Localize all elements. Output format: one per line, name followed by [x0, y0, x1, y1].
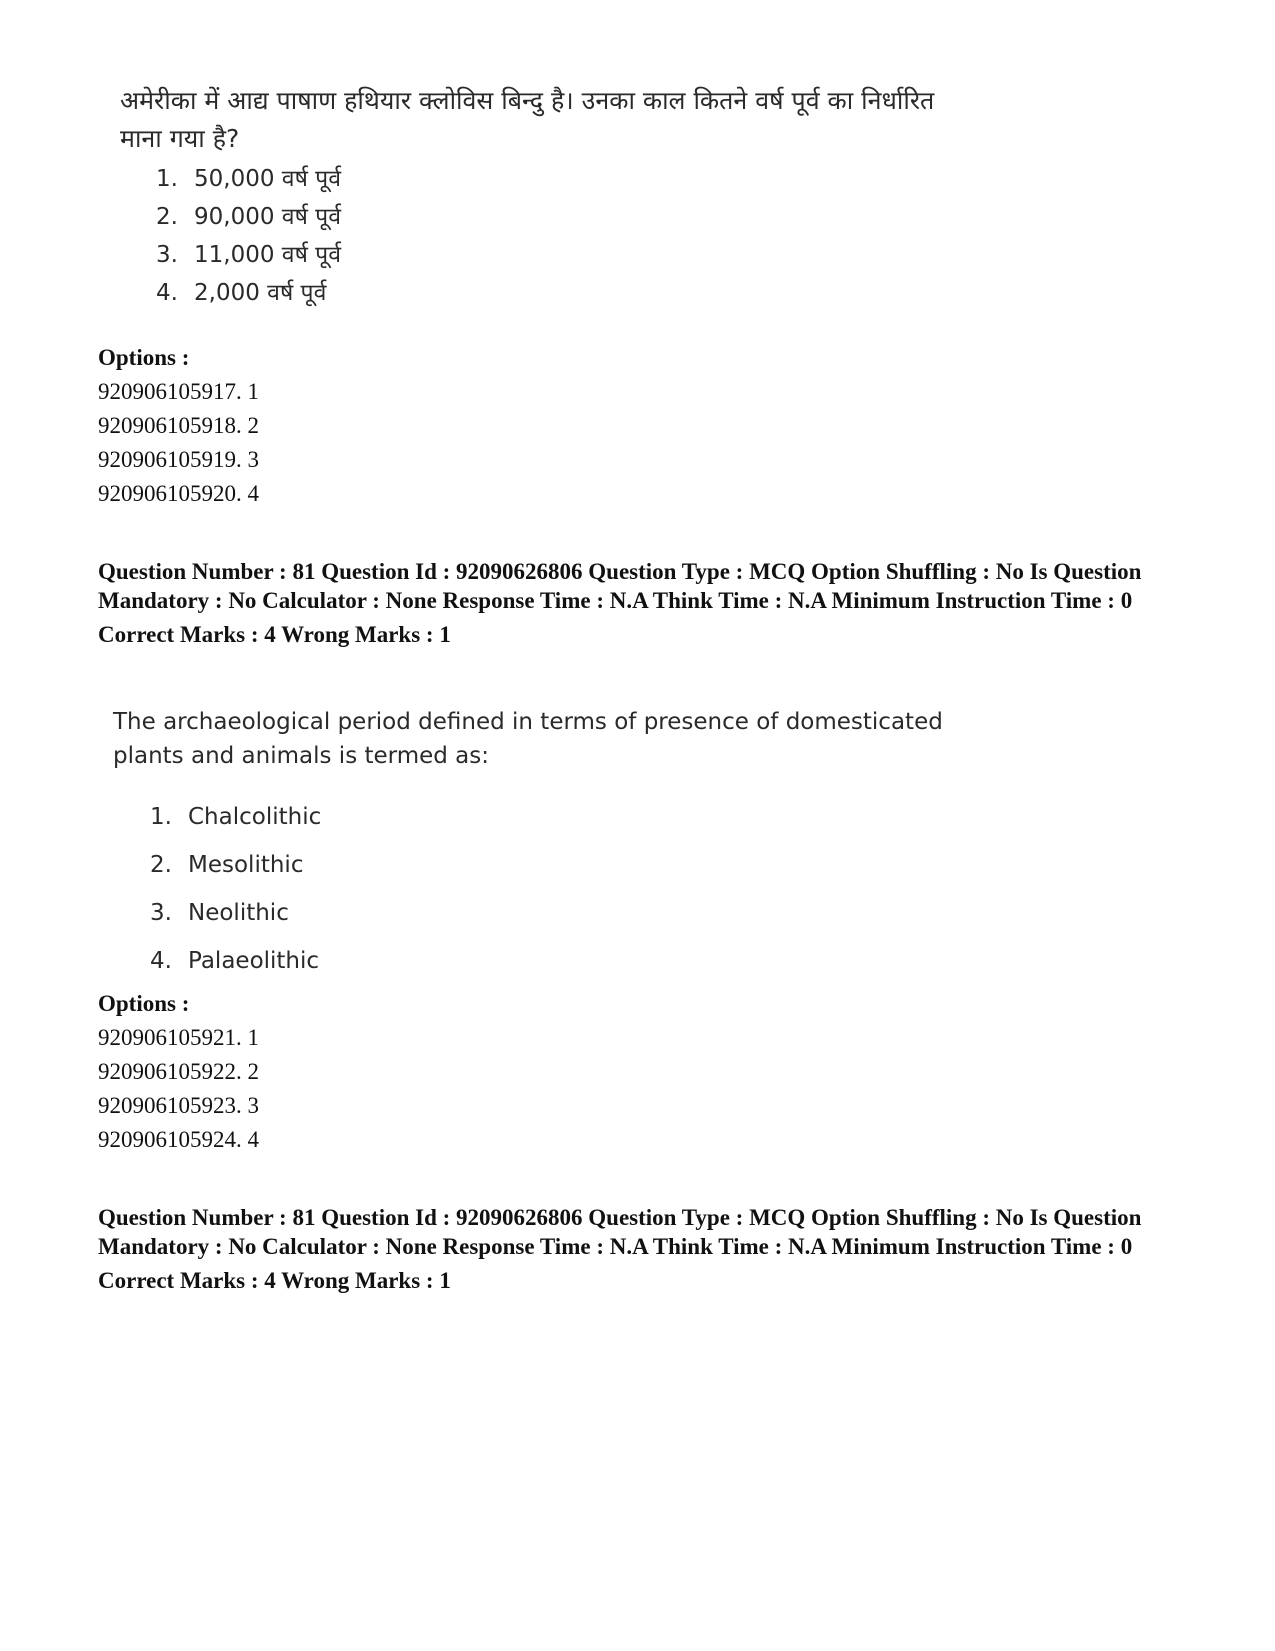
choice-number: 1.: [150, 804, 172, 830]
choice-text: 2,000 वर्ष पूर्व: [194, 280, 327, 306]
choice-number: 1.: [156, 166, 178, 192]
question-1-choice-1: [156, 160, 940, 198]
option-id: 920906105921. 1: [98, 1025, 259, 1050]
option-id: 920906105923. 3: [98, 1093, 259, 1118]
question-3-metadata: [98, 1203, 1178, 1295]
marks-text: Correct Marks : 4 Wrong Marks : 1: [98, 1268, 451, 1293]
question-1-choice-2: [156, 198, 940, 236]
choice-number: 4.: [150, 948, 172, 974]
question-2-choice-1: [150, 793, 993, 841]
choice-number: 4.: [156, 280, 178, 306]
question-1-image: [120, 82, 940, 312]
question-2-options: [98, 987, 1178, 1157]
question-2-choices: [150, 793, 993, 985]
question-1-choice-3: [156, 236, 940, 274]
choice-number: 3.: [150, 900, 172, 926]
question-1-options: [98, 341, 1178, 511]
choice-number: 3.: [156, 242, 178, 268]
choice-text: Chalcolithic: [188, 804, 322, 830]
option-id: 920906105922. 2: [98, 1059, 259, 1084]
question-2-choice-3: [150, 889, 993, 937]
choice-text: 50,000 वर्ष पूर्व: [194, 166, 342, 192]
question-meta-text: Question Number : 81 Question Id : 92090626806 Question Type : MCQ Option Shuffling : No Is Question Mandatory : No Calculator : None Response Time : N.A Think Time : N.A Minimum Instruction Time : 0: [98, 1205, 1142, 1259]
choice-text: Neolithic: [188, 900, 289, 926]
question-2-image: [113, 705, 993, 985]
options-heading: Options :: [98, 991, 190, 1016]
question-2-choice-4: [150, 937, 993, 985]
question-2-metadata: [98, 557, 1178, 649]
question-1-choice-4: [156, 274, 940, 312]
choice-number: 2.: [150, 852, 172, 878]
question-1-stem: अमेरीका में आद्य पाषाण हथियार क्लोविस बिन्दु है। उनका काल कितने वर्ष पूर्व का निर्धारित माना गया है?: [120, 86, 935, 153]
option-id: 920906105924. 4: [98, 1127, 259, 1152]
choice-text: 90,000 वर्ष पूर्व: [194, 204, 342, 230]
choice-number: 2.: [156, 204, 178, 230]
option-id: 920906105919. 3: [98, 447, 259, 472]
choice-text: Palaeolithic: [188, 948, 320, 974]
option-id: 920906105918. 2: [98, 413, 259, 438]
marks-text: Correct Marks : 4 Wrong Marks : 1: [98, 622, 451, 647]
choice-text: Mesolithic: [188, 852, 304, 878]
option-id: 920906105920. 4: [98, 481, 259, 506]
question-meta-text: Question Number : 81 Question Id : 92090626806 Question Type : MCQ Option Shuffling : No Is Question Mandatory : No Calculator : None Response Time : N.A Think Time : N.A Minimum Instruction Time : 0: [98, 559, 1142, 613]
option-id: 920906105917. 1: [98, 379, 259, 404]
options-heading: Options :: [98, 345, 190, 370]
choice-text: 11,000 वर्ष पूर्व: [194, 242, 342, 268]
question-2-choice-2: [150, 841, 993, 889]
question-1-choices: [156, 160, 940, 312]
question-2-stem: The archaeological period defined in terms of presence of domesticated plants and animals is termed as:: [113, 709, 943, 769]
